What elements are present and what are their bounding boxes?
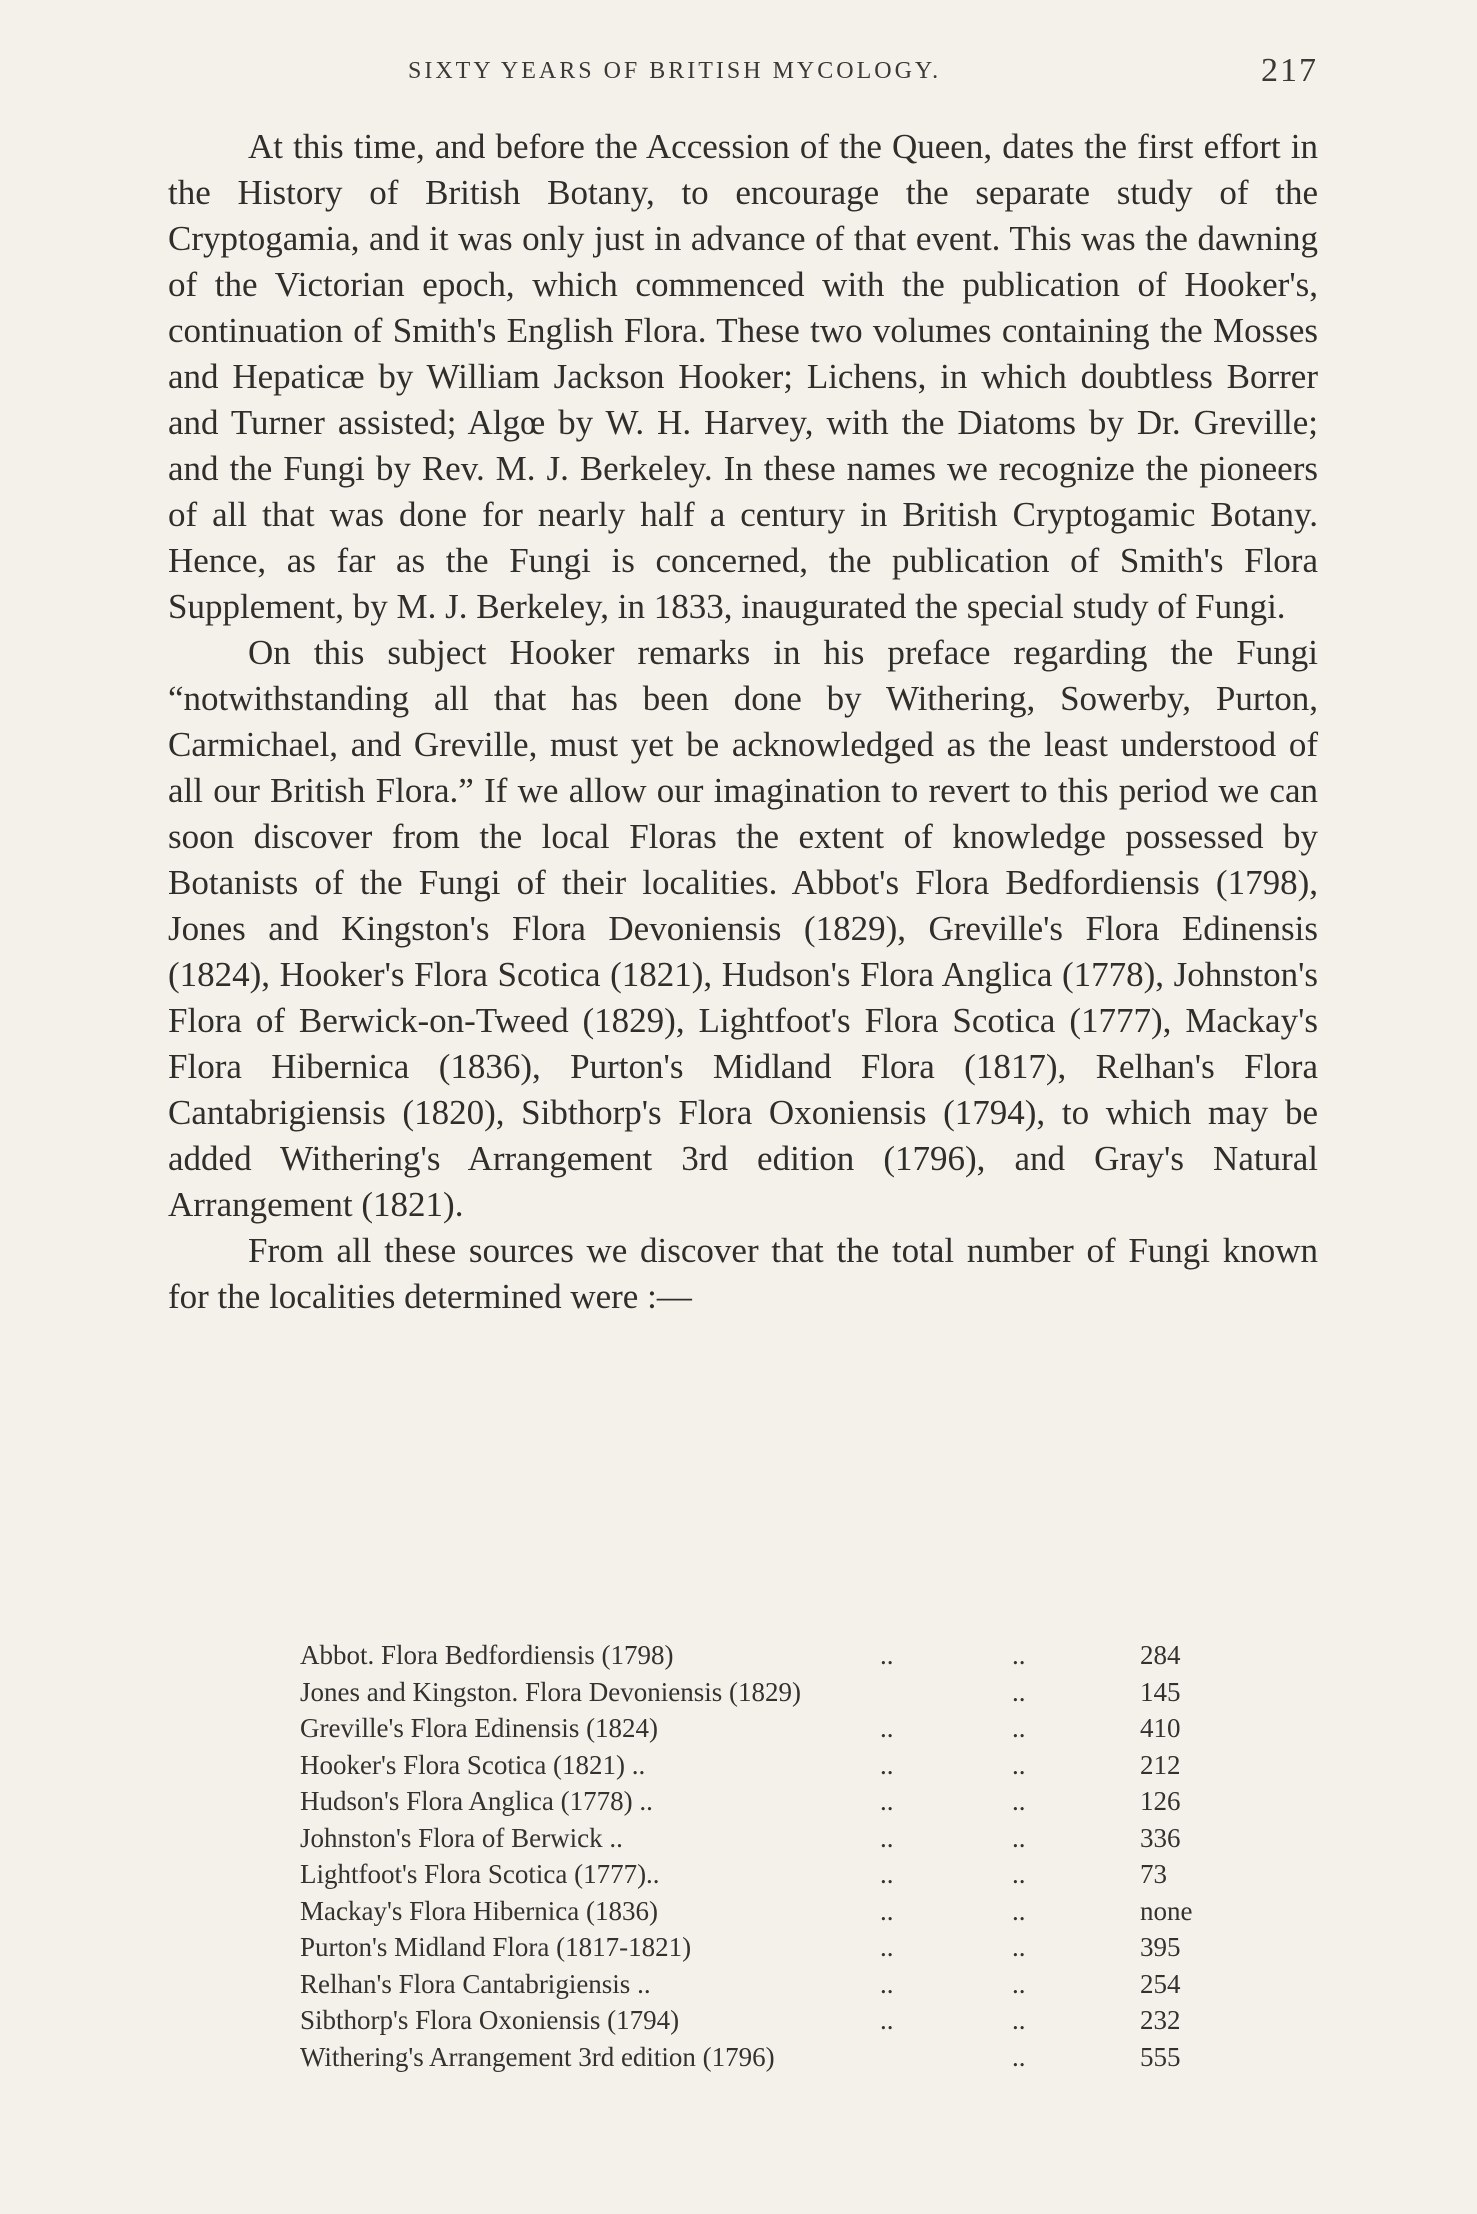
fungi-count: 126	[1140, 1786, 1181, 1816]
fungi-count: 73	[1140, 1859, 1167, 1889]
flora-label: Abbot. Flora Bedfordiensis (1798)	[300, 1640, 674, 1670]
fungi-count: 232	[1140, 2005, 1181, 2035]
leader-dots: ..	[880, 1968, 894, 1999]
flora-label: Lightfoot's Flora Scotica (1777)..	[300, 1859, 660, 1889]
table-row	[300, 1893, 1200, 1930]
table-row	[300, 1637, 1200, 1674]
leader-dots: ..	[880, 1786, 894, 1816]
flora-label: Johnston's Flora of Berwick ..	[300, 1822, 623, 1853]
running-head	[168, 52, 1318, 102]
leader-dots: ..	[1012, 1676, 1026, 1707]
flora-label: Purton's Midland Flora (1817-1821)	[300, 1932, 692, 1962]
table-row	[300, 1966, 1200, 2003]
leader-dots: ..	[880, 1895, 894, 1926]
leader-dots: ..	[1012, 2005, 1026, 2035]
page-number: 217	[1261, 52, 1318, 89]
leader-dots: ..	[1012, 1822, 1026, 1853]
fungi-count: 284	[1140, 1640, 1181, 1670]
fungi-count: 555	[1140, 2041, 1181, 2072]
fungi-count-table	[300, 1637, 1200, 2075]
body-text	[168, 124, 1318, 1320]
flora-label: Withering's Arrangement 3rd edition (1796)	[300, 2041, 775, 2072]
leader-dots: ..	[1012, 1786, 1026, 1816]
fungi-count: 254	[1140, 1968, 1181, 1999]
flora-label: Sibthorp's Flora Oxoniensis (1794)	[300, 2005, 680, 2035]
table-row	[300, 1710, 1200, 1747]
leader-dots: ..	[1012, 1859, 1026, 1889]
paragraph-hooker-remarks: On this subject Hooker remarks in his preface regarding the Fungi “notwithstanding all that has been done by Withering, Sowerby, Purton, Carmichael, and Greville, must yet be acknowledged as the least understood of all our British Flora.” If we allow our imagination to revert to this period we can soon discover from the local Floras the extent of knowledge possessed by Botanists of the Fungi of their localities. Abbot's Flora Bedfordiensis (1798), Jones and Kingston's Flora Devoniensis (1829), Greville's Flora Edinensis (1824), Hooker's Flora Scotica (1821), Hudson's Flora Anglica (1778), Johnston's Flora of Berwick-on-Tweed (1829), Lightfoot's Flora Scotica (1777), Mackay's Flora Hibernica (1836), Purton's Midland Flora (1817), Relhan's Flora Cantabrigiensis (1820), Sibthorp's Flora Oxoniensis (1794), to which may be added Withering's Arrangement 3rd edition (1796), and Gray's Natural Arrangement (1821).	[168, 633, 1318, 1224]
flora-label: Mackay's Flora Hibernica (1836)	[300, 1895, 659, 1926]
leader-dots: ..	[880, 1713, 894, 1743]
table-row	[300, 2002, 1200, 2039]
fungi-count: 212	[1140, 1749, 1181, 1780]
flora-label: Hudson's Flora Anglica (1778) ..	[300, 1786, 653, 1816]
leader-dots: ..	[880, 1859, 894, 1889]
paragraph-sources: From all these sources we discover that the total number of Fungi known for the localities determined were :—	[168, 1231, 1318, 1316]
table-row	[300, 2039, 1200, 2076]
leader-dots: ..	[880, 2005, 894, 2035]
leader-dots: ..	[1012, 2041, 1026, 2072]
fungi-count: 336	[1140, 1822, 1181, 1853]
table-row	[300, 1856, 1200, 1893]
table-row	[300, 1783, 1200, 1820]
table-row	[300, 1674, 1200, 1711]
leader-dots: ..	[880, 1640, 894, 1670]
flora-label: Hooker's Flora Scotica (1821) ..	[300, 1749, 646, 1780]
table-row	[300, 1929, 1200, 1966]
leader-dots: ..	[1012, 1932, 1026, 1962]
fungi-count: 410	[1140, 1713, 1181, 1743]
flora-label: Jones and Kingston. Flora Devoniensis (1829)	[300, 1676, 801, 1707]
fungi-count: 395	[1140, 1932, 1181, 1962]
leader-dots: ..	[880, 1822, 894, 1853]
leader-dots: ..	[1012, 1640, 1026, 1670]
leader-dots: ..	[1012, 1895, 1026, 1926]
leader-dots: ..	[1012, 1968, 1026, 1999]
flora-label: Greville's Flora Edinensis (1824)	[300, 1713, 659, 1743]
fungi-count: 145	[1140, 1676, 1181, 1707]
leader-dots: ..	[1012, 1713, 1026, 1743]
fungi-count: none	[1140, 1895, 1193, 1926]
table-row	[300, 1747, 1200, 1784]
running-title: SIXTY YEARS OF BRITISH MYCOLOGY.	[408, 58, 942, 84]
flora-label: Relhan's Flora Cantabrigiensis ..	[300, 1968, 651, 1999]
paragraph-accession: At this time, and before the Accession of the Queen, dates the first effort in the History of British Botany, to encourage the separate study of the Cryptogamia, and it was only just in advance of that event. This was the dawning of the Victorian epoch, which commenced with the publication of Hooker's, continuation of Smith's English Flora. These two volumes containing the Mosses and Hepaticæ by William Jackson Hooker; Lichens, in which doubtless Borrer and Turner assisted; Algœ by W. H. Harvey, with the Diatoms by Dr. Greville; and the Fungi by Rev. M. J. Berkeley. In these names we recognize the pioneers of all that was done for nearly half a century in British Cryptogamic Botany. Hence, as far as the Fungi is concerned, the publication of Smith's Flora Supplement, by M. J. Berkeley, in 1833, inaugurated the special study of Fungi.	[168, 127, 1318, 626]
leader-dots: ..	[880, 1749, 894, 1780]
leader-dots: ..	[880, 1932, 894, 1962]
table-row	[300, 1820, 1200, 1857]
leader-dots: ..	[1012, 1749, 1026, 1780]
